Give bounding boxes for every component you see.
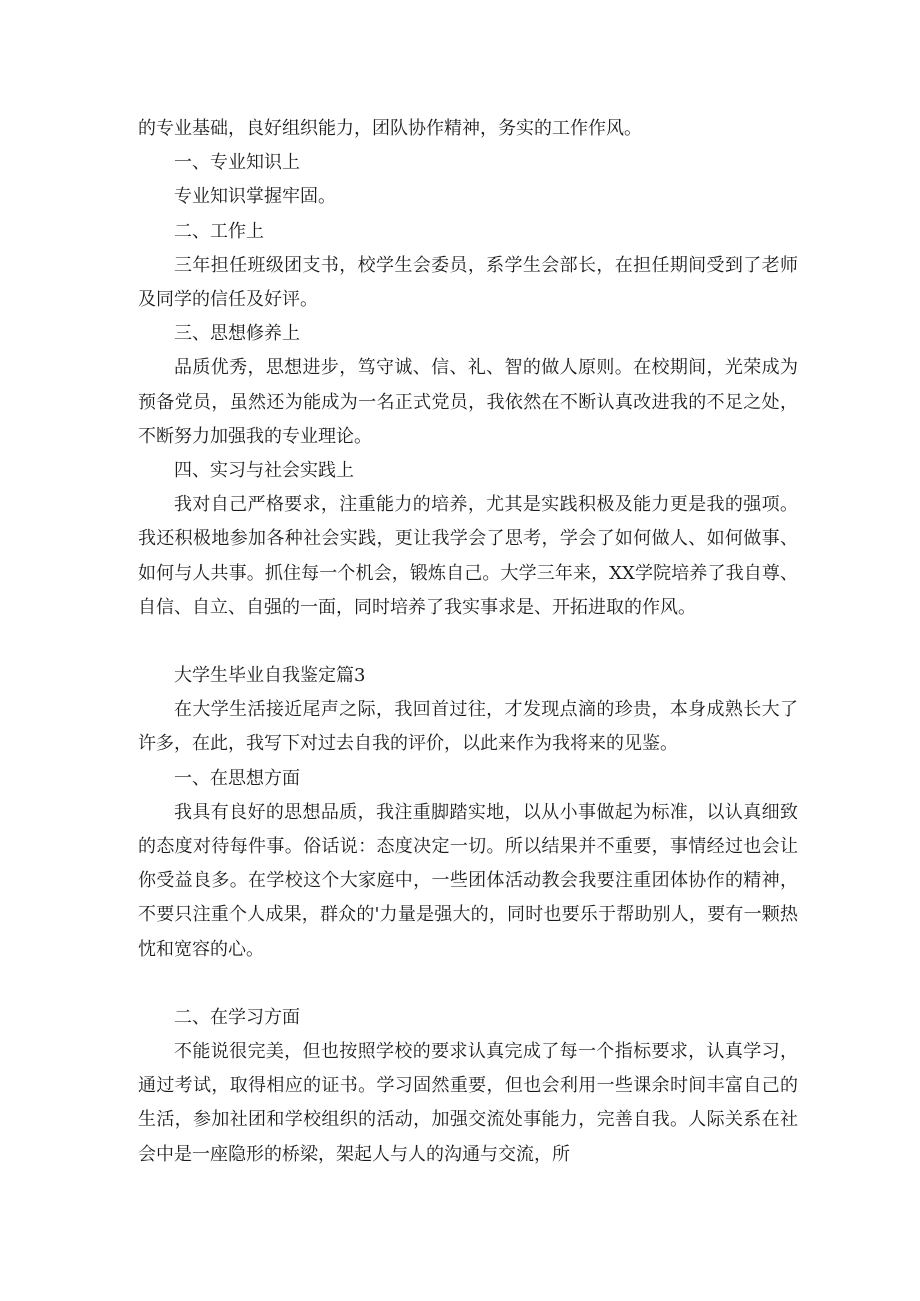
paragraph-continuation: 的专业基础，良好组织能力，团队协作精神，务实的工作作风。 [138, 118, 642, 139]
blank-line [138, 967, 798, 1001]
paragraph-work: 三年担任班级团支书，校学生会委员，系学生会部长，在担任期间受到了老师及同学的信任及好评。 [138, 254, 798, 311]
section-heading-thought: 一、在思想方面 [174, 767, 300, 789]
section-heading-work: 二、工作上 [174, 220, 264, 242]
section-heading-practice: 四、实习与社会实践上 [174, 460, 354, 482]
paragraph-practice: 我对自己严格要求，注重能力的培养，尤其是实践积极及能力更是我的强项。我还积极地参加各种社会实践，更让我学会了思考，学会了如何做人、如何做事、如何与人共事。抓住每一个机会，锻炼自己。大学三年来，XX学院培养了我自尊、自信、自立、自强的一面，同时培养了我实事求是、开拓进取的作风。 [138, 494, 798, 618]
document-body [138, 112, 798, 1172]
section-heading-professional-knowledge: 一、专业知识上 [174, 152, 300, 174]
paragraph-professional-knowledge: 专业知识掌握牢固。 [174, 186, 336, 208]
paragraph-intro: 在大学生活接近尾声之际，我回首过往，才发现点滴的珍贵，本身成熟长大了许多，在此，我写下对过去自我的评价，以此来作为我将来的见鉴。 [138, 699, 798, 755]
section-heading-study: 二、在学习方面 [174, 1006, 300, 1028]
article-title: 大学生毕业自我鉴定篇3 [174, 665, 366, 687]
section-heading-ideology: 三、思想修养上 [174, 323, 300, 345]
paragraph-study: 不能说很完美，但也按照学校的要求认真完成了每一个指标要求，认真学习，通过考试，取得相应的证书。学习固然重要，但也会利用一些课余时间丰富自己的生活，参加社团和学校组织的活动，加强交流处事能力，完善自我。人际关系在社会中是一座隐形的桥梁，架起人与人的沟通与交流，所 [138, 1041, 798, 1165]
blank-line [138, 625, 798, 659]
paragraph-ideology: 品质优秀，思想进步，笃守诚、信、礼、智的做人原则。在校期间，光荣成为预备党员，虽然还为能成为一名正式党员，我依然在不断认真改进我的不足之处，不断努力加强我的专业理论。 [138, 357, 798, 447]
paragraph-thought: 我具有良好的思想品质，我注重脚踏实地，以从小事做起为标准，以认真细致的态度对待每件事。俗话说：态度决定一切。所以结果并不重要，事情经过也会让你受益良多。在学校这个大家庭中，一些团体活动教会我要注重团体协作的精神，不要只注重个人成果，群众的'力量是强大的，同时也要乐于帮助别人，要有一颗热忱和宽容的心。 [138, 801, 798, 960]
